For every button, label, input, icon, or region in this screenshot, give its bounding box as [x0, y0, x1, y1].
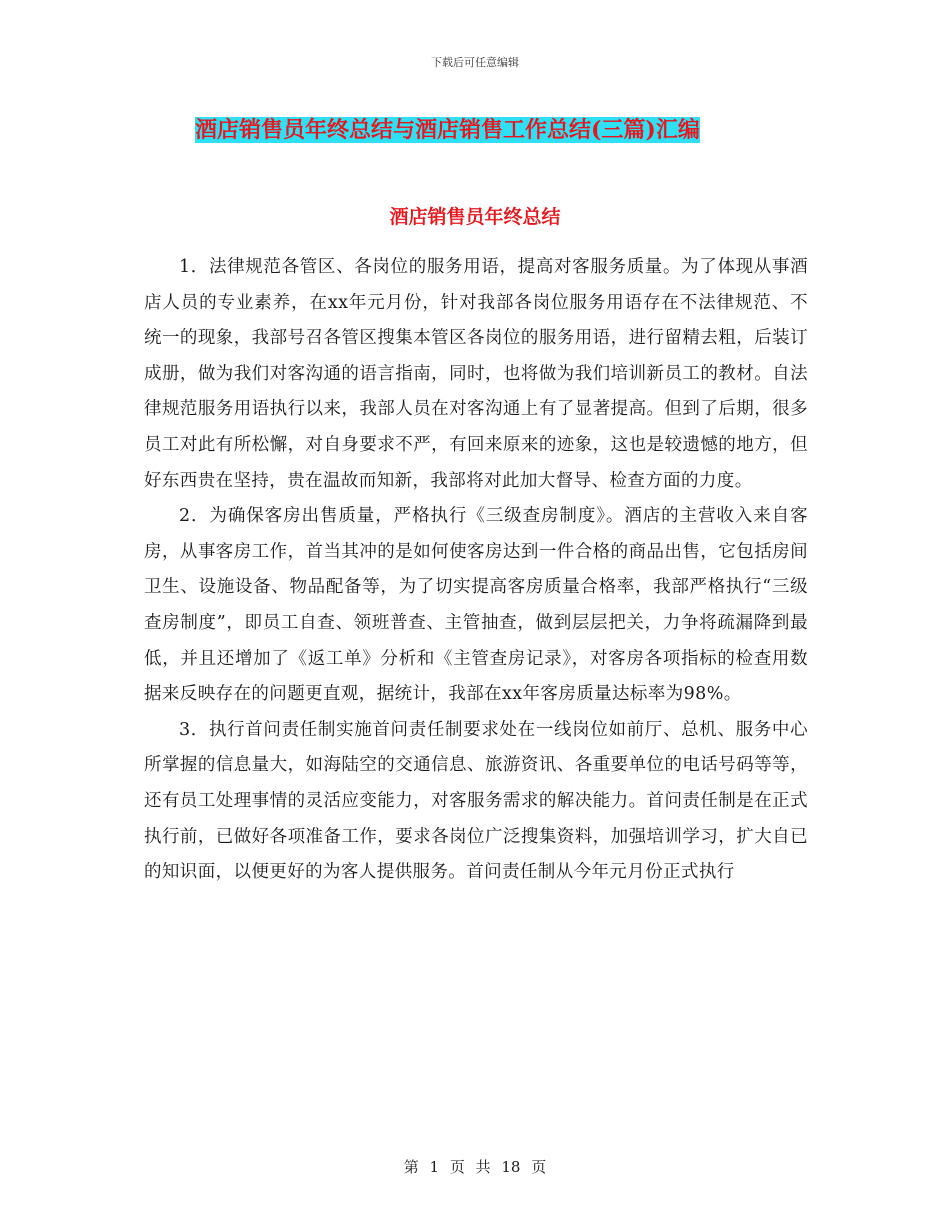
page-header-note: 下载后可任意编辑 — [431, 56, 519, 69]
section-title: 酒店销售员年终总结 — [389, 206, 561, 228]
paragraph-2: 2．为确保客房出售质量，严格执行《三级查房制度》。酒店的主营收入来自客房，从事客房工作，首当其冲的是如何使客房达到一件合格的商品出售，它包括房间卫生、设施设备、物品配备等，为了切实提高客房质量合格率，我部严格执行“三级查房制度”，即员工自查、领班普查、主管抽查，做到层层把关，力争将疏漏降到最低，并且还增加了《返工单》分析和《主管查房记录》，对客房各项指标的检查用数据来反映存在的问题更直观，据统计，我部在xx年客房质量达标率为98%。 — [144, 506, 808, 705]
document-title-text: 酒店销售员年终总结与酒店销售工作总结(三篇)汇编 — [195, 117, 700, 143]
paragraph-3: 3．执行首问责任制实施首问责任制要求处在一线岗位如前厅、总机、服务中心所掌握的信息量大，如海陆空的交通信息、旅游资讯、各重要单位的电话号码等等，还有员工处理事情的灵活应变能力，对客服务需求的解决能力。首问责任制是在正式执行前，已做好各项准备工作，要求各岗位广泛搜集资料，加强培训学习，扩大自已的知识面，以便更好的为客人提供服务。首问责任制从今年元月份正式执行 — [144, 719, 808, 883]
paragraph-1: 1．法律规范各管区、各岗位的服务用语，提高对客服务质量。为了体现从事酒店人员的专业素养，在xx年元月份，针对我部各岗位服务用语存在不法律规范、不统一的现象，我部号召各管区搜集本管区各岗位的服务用语，进行留精去粗，后装订成册，做为我们对客沟通的语言指南，同时，也将做为我们培训新员工的教材。自法律规范服务用语执行以来，我部人员在对客沟通上有了显著提高。但到了后期，很多员工对此有所松懈，对自身要求不严，有回来原来的迹象，这也是较遗憾的地方，但好东西贵在坚持，贵在温故而知新，我部将对此加大督导、检查方面的力度。 — [144, 257, 808, 491]
document-title — [193, 113, 702, 147]
document-body — [144, 250, 808, 891]
page-number: 第 1 页 共 18 页 — [403, 1158, 547, 1176]
